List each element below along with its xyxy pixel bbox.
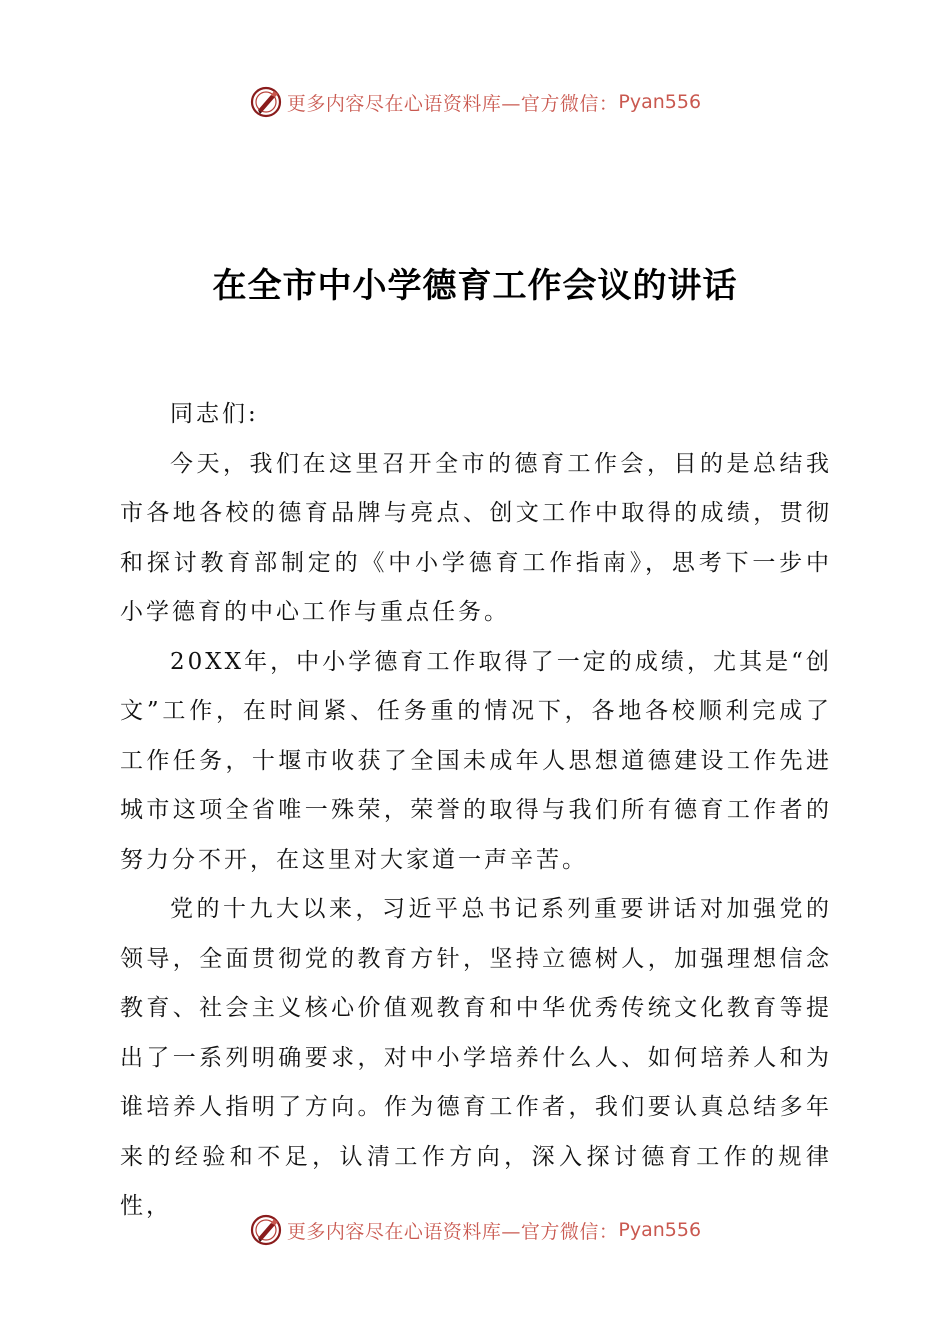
greeting: 同志们: (170, 401, 259, 427)
paragraph: 党的十九大以来，习近平总书记系列重要讲话对加强党的领导，全面贯彻党的教育方针，坚持立德树人，加强理想信念教育、社会主义核心价值观教育和中华优秀传统文化教育等提出了一系列明确要求，对中小学培养什么人、如何培养人和为谁培养人指明了方向。作为德育工作者，我们要认真总结多年来的经验和不足，认清工作方向，深入探讨德育工作的规律性， (120, 896, 832, 1219)
header-banner (0, 82, 950, 122)
banner-text: 更多内容尽在心语资料库—官方微信： (286, 92, 619, 115)
document-title: 在全市中小学德育工作会议的讲话 (212, 266, 738, 306)
document-body (120, 390, 832, 1232)
banner-wechat-id: Pyan556 (618, 1219, 702, 1241)
paragraph: 20XX年，中小学德育工作取得了一定的成绩，尤其是“创文”工作，在时间紧、任务重的情况下，各地各校顺利完成了工作任务，十堰市收获了全国未成年人思想道德建设工作先进城市这项全省唯一殊荣，荣誉的取得与我们所有德育工作者的努力分不开，在这里对大家道一声辛苦。 (120, 648, 832, 873)
paragraph: 今天，我们在这里召开全市的德育工作会，目的是总结我市各地各校的德育品牌与亮点、创文工作中取得的成绩，贯彻和探讨教育部制定的《中小学德育工作指南》，思考下一步中小学德育的中心工作与重点任务。 (120, 450, 832, 625)
footer-banner (0, 1210, 950, 1250)
pen-nib-logo-icon (249, 85, 283, 119)
banner-wechat-id: Pyan556 (618, 91, 702, 113)
pen-nib-logo-icon (249, 1213, 283, 1247)
banner-text: 更多内容尽在心语资料库—官方微信： (286, 1220, 619, 1243)
